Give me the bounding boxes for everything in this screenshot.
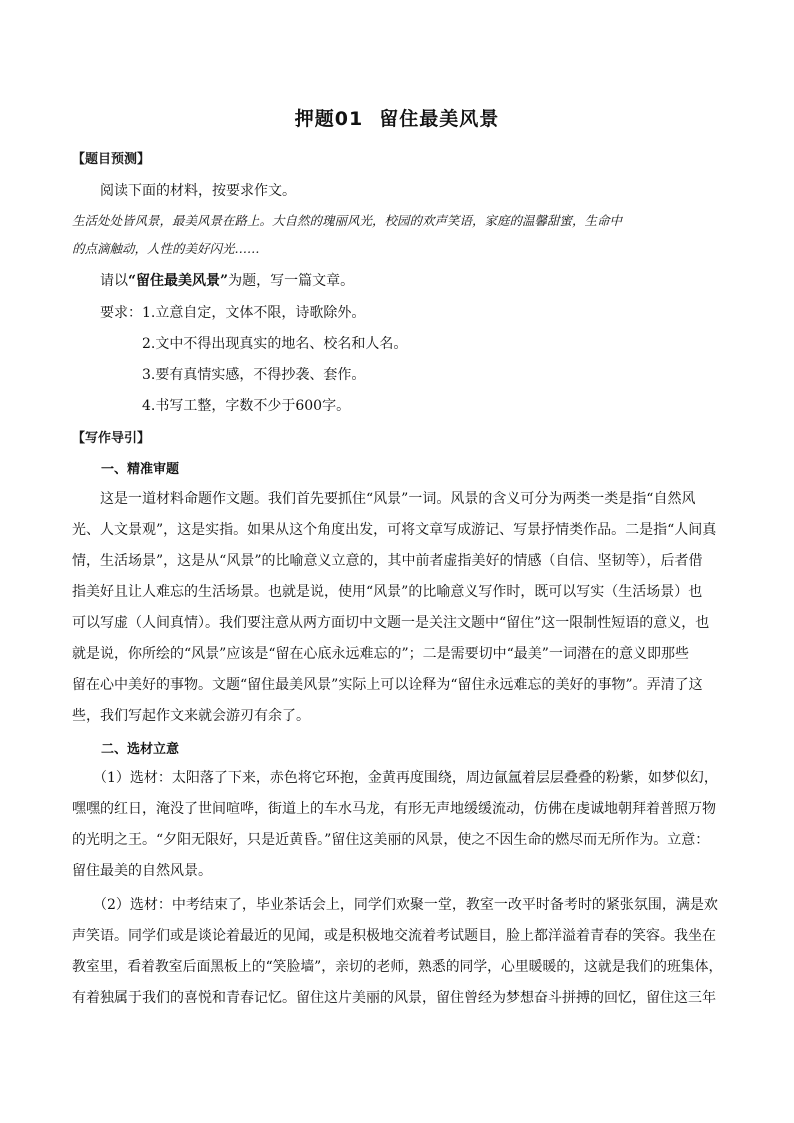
requirement-4: 4.书写工整，字数不少于600字。 [142,398,351,414]
prompt-material-line: 的点滴触动，人性的美好闪光…… [72,241,260,256]
section2-line: 嘿嘿的红日，淹没了世间喧哗，街道上的车水马龙，有形无声地缓缓流动，仿佛在虔诚地朝拜着普照万物 [72,801,716,817]
section1-line: 留在心中美好的事物。文题“留住最美风景”实际上可以诠释为“留住永远难忘的美好的事物”。弄清了这 [72,677,703,693]
section2-line: 留住最美的自然风景。 [72,863,212,879]
page-title [0,104,794,131]
task-post: 为题，写一篇文章。 [228,273,355,289]
task-title: “留住最美风景” [128,273,229,289]
section1-line: 光、人文景观”，这是实指。如果从这个角度出发，可将文章写成游记、写景抒情类作品。二是指“人间真 [72,522,717,538]
prompt-instruction: 阅读下面的材料，按要求作文。 [100,183,296,199]
task-pre: 请以 [100,273,128,289]
section1-line: 可以写虚（人间真情）。我们要注意从两方面切中文题一是关注文题中“留住”这一限制性短语的意义，也 [72,615,710,631]
section2-line: 有着独属于我们的喜悦和青春记忆。留住这片美丽的风景，留住曾经为梦想奋斗拼搏的回忆，留住这三年 [72,990,716,1006]
requirement-3: 3.要有真情实感，不得抄袭、套作。 [142,367,366,383]
prompt-task [100,270,354,290]
section2-line: 教室里，看着教室后面黑板上的“笑脸墙”，亲切的老师，熟悉的同学，心里暖暖的，这就是我们的班集体， [72,959,723,975]
section2-line: 声笑语。同学们或是谈论着最近的见闻，或是积极地交流着考试题目，脸上都洋溢着青春的笑容。我坐在 [72,928,716,944]
guide-heading: 【写作导引】 [72,431,151,446]
predict-heading: 【题目预测】 [72,152,151,167]
section2-line: 的光明之王。“夕阳无限好，只是近黄昏。”留住这美丽的风景，使之不因生命的燃尽而无所作为。立意： [72,832,710,848]
section1-heading: 一、精准审题 [101,462,180,477]
section1-line: 指美好且让人难忘的生活场景。也就是说，使用“风景”的比喻意义写作时，既可以写实（生活场景）也 [72,584,703,600]
section1-line: 就是说，你所绘的“风景”应该是“留在心底永远难忘的”；二是需要切中“最美”一词潜在的意义即那些 [72,646,689,662]
section1-line: 这是一道材料命题作文题。我们首先要抓住“风景”一词。风景的含义可分为两类一类是指“自然风 [100,491,696,507]
requirement-1: 要求：1.立意自定，文体不限，诗歌除外。 [100,305,366,321]
section2-line: （2）选材：中考结束了，毕业茶话会上，同学们欢聚一堂，教室一改平时备考时的紧张氛围，满是欢 [93,897,718,913]
title-number: 押题01 [294,108,364,130]
prompt-material-line: 生活处处皆风景，最美风景在路上。大自然的瑰丽风光，校园的欢声笑语，家庭的温馨甜蜜，生命中 [72,213,623,228]
section1-line: 些，我们写起作文来就会游刃有余了。 [72,708,310,724]
section2-line: （1）选材：太阳落了下来，赤色将它环抱，金黄再度围绕，周边氤氲着层层叠叠的粉紫，如梦似幻， [93,770,718,786]
requirement-2: 2.文中不得出现真实的地名、校名和人名。 [142,336,408,352]
title-text: 留住最美风景 [379,108,500,130]
section2-heading: 二、选材立意 [101,742,180,757]
section1-line: 情，生活场景”，这是从“风景”的比喻意义立意的，其中前者虚指美好的情感（自信、坚韧等），后者借 [72,553,703,569]
